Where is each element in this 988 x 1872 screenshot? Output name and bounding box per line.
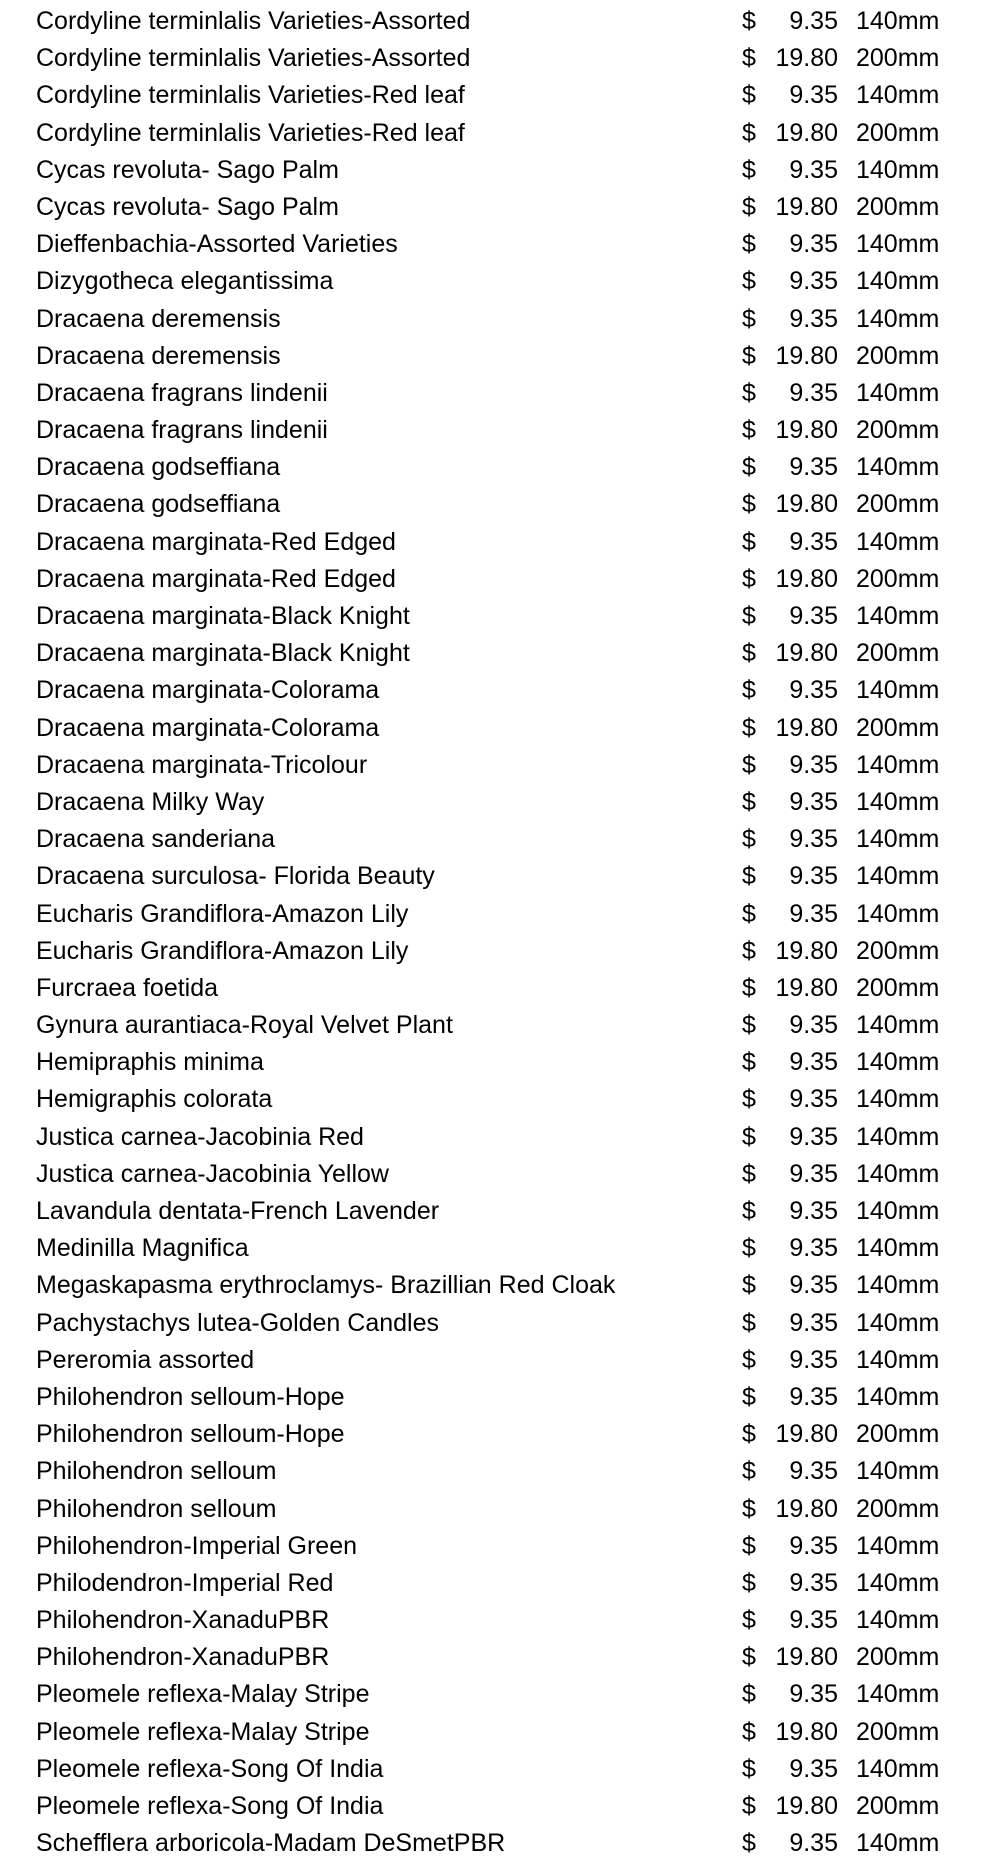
price-value: 9.35 [789, 862, 838, 891]
list-item [0, 561, 988, 598]
currency-symbol: $ [742, 416, 756, 445]
list-item [0, 375, 988, 412]
list-item [0, 858, 988, 895]
pot-size: 200mm [856, 639, 940, 668]
price-value: 19.80 [775, 44, 838, 73]
price-value: 19.80 [775, 973, 838, 1002]
list-item [0, 1788, 988, 1825]
pot-size: 140mm [856, 1048, 940, 1077]
price-value: 19.80 [775, 713, 838, 742]
plant-name: Megaskapasma erythroclamys- Brazillian Red Cloak [36, 1271, 616, 1300]
list-item [0, 1267, 988, 1304]
list-item [0, 784, 988, 821]
price-value: 9.35 [789, 1680, 838, 1709]
pot-size: 200mm [856, 936, 940, 965]
currency-symbol: $ [742, 1197, 756, 1225]
pot-size: 200mm [856, 713, 940, 742]
list-item [0, 189, 988, 226]
list-item [0, 1751, 988, 1788]
currency-symbol: $ [742, 750, 756, 779]
list-item [0, 672, 988, 709]
plant-name: Philohendron-XanaduPBR [36, 1606, 330, 1635]
pot-size: 200mm [856, 1643, 940, 1672]
pot-size: 200mm [856, 1717, 940, 1746]
pot-size: 140mm [856, 676, 940, 705]
plant-name: Pleomele reflexa-Malay Stripe [36, 1680, 370, 1709]
price-value: 9.35 [789, 1754, 838, 1783]
pot-size: 140mm [856, 1457, 940, 1486]
price-value: 9.35 [789, 81, 838, 110]
list-item [0, 1825, 988, 1862]
plant-name: Dracaena fragrans lindenii [36, 378, 328, 407]
plant-name: Dizygotheca elegantissima [36, 267, 334, 296]
pot-size: 140mm [856, 378, 940, 407]
currency-symbol: $ [742, 1568, 756, 1597]
currency-symbol: $ [742, 676, 756, 705]
pot-size: 200mm [856, 1494, 940, 1523]
pot-size: 140mm [856, 453, 940, 482]
price-value: 9.35 [789, 527, 838, 556]
currency-symbol: $ [742, 490, 756, 519]
list-item [0, 412, 988, 449]
price-value: 9.35 [789, 230, 838, 259]
price-value: 19.80 [775, 1643, 838, 1672]
pot-size: 140mm [856, 304, 940, 333]
price-value: 9.35 [789, 676, 838, 705]
list-item [0, 301, 988, 338]
list-item [0, 1230, 988, 1267]
plant-name: Hemipraphis minima [36, 1048, 264, 1077]
list-item [0, 263, 988, 300]
list-item [0, 338, 988, 375]
currency-symbol: $ [742, 787, 756, 816]
currency-symbol: $ [742, 1754, 756, 1783]
list-item [0, 1565, 988, 1602]
plant-name: Dracaena marginata-Colorama [36, 676, 380, 705]
currency-symbol: $ [742, 378, 756, 407]
currency-symbol: $ [742, 192, 756, 221]
list-item [0, 77, 988, 114]
pot-size: 140mm [856, 750, 940, 779]
plant-name: Pleomele reflexa-Malay Stripe [36, 1717, 370, 1746]
pot-size: 140mm [856, 1606, 940, 1635]
currency-symbol: $ [742, 118, 756, 147]
price-value: 9.35 [789, 1829, 838, 1858]
currency-symbol: $ [742, 527, 756, 556]
plant-name: Dracaena Milky Way [36, 787, 265, 816]
price-value: 9.35 [789, 1308, 838, 1337]
list-item [0, 449, 988, 486]
currency-symbol: $ [742, 1457, 756, 1486]
price-value: 9.35 [789, 453, 838, 482]
currency-symbol: $ [742, 1345, 756, 1374]
list-item [0, 747, 988, 784]
price-value: 9.35 [789, 787, 838, 816]
price-value: 9.35 [789, 1197, 838, 1225]
plant-name: Philohendron selloum [36, 1494, 277, 1523]
pot-size: 140mm [856, 1011, 940, 1040]
price-value: 19.80 [775, 564, 838, 593]
pot-size: 140mm [856, 1271, 940, 1300]
plant-name: Dracaena sanderiana [36, 825, 276, 854]
pot-size: 140mm [856, 787, 940, 816]
currency-symbol: $ [742, 1271, 756, 1300]
list-item [0, 3, 988, 40]
currency-symbol: $ [742, 1717, 756, 1746]
price-value: 9.35 [789, 899, 838, 928]
price-value: 9.35 [789, 602, 838, 630]
pot-size: 200mm [856, 1792, 940, 1820]
plant-name: Dracaena fragrans lindenii [36, 416, 328, 445]
pot-size: 140mm [856, 899, 940, 928]
pot-size: 200mm [856, 192, 940, 221]
currency-symbol: $ [742, 1234, 756, 1263]
plant-name: Dracaena surculosa- Florida Beauty [36, 862, 435, 891]
price-value: 19.80 [775, 341, 838, 370]
plant-name: Philodendron-Imperial Red [36, 1568, 334, 1597]
pot-size: 140mm [856, 1308, 940, 1337]
plant-name: Dracaena marginata-Tricolour [36, 750, 368, 779]
list-item [0, 896, 988, 933]
plant-name: Dracaena marginata-Colorama [36, 713, 380, 742]
currency-symbol: $ [742, 1011, 756, 1040]
pot-size: 140mm [856, 267, 940, 296]
pot-size: 200mm [856, 44, 940, 73]
list-item [0, 486, 988, 523]
list-item [0, 710, 988, 747]
pot-size: 140mm [856, 230, 940, 259]
list-item [0, 40, 988, 77]
list-item [0, 1639, 988, 1676]
price-value: 19.80 [775, 1792, 838, 1820]
plant-name: Philohendron-Imperial Green [36, 1531, 358, 1560]
plant-name: Dieffenbachia-Assorted Varieties [36, 230, 398, 259]
list-item [0, 1156, 988, 1193]
plant-name: Dracaena marginata-Black Knight [36, 639, 410, 668]
price-list [0, 3, 988, 1862]
currency-symbol: $ [742, 1643, 756, 1672]
plant-name: Dracaena godseffiana [36, 490, 281, 519]
pot-size: 140mm [856, 155, 940, 184]
currency-symbol: $ [742, 1606, 756, 1635]
price-value: 9.35 [789, 378, 838, 407]
price-value: 9.35 [789, 155, 838, 184]
currency-symbol: $ [742, 825, 756, 854]
pot-size: 200mm [856, 341, 940, 370]
currency-symbol: $ [742, 1048, 756, 1077]
list-item [0, 1342, 988, 1379]
pot-size: 140mm [856, 7, 940, 35]
plant-name: Cordyline terminlalis Varieties-Red leaf [36, 118, 465, 147]
price-value: 9.35 [789, 1606, 838, 1635]
price-value: 9.35 [789, 1011, 838, 1040]
list-item [0, 1379, 988, 1416]
list-item [0, 1453, 988, 1490]
price-value: 9.35 [789, 7, 838, 35]
plant-name: Furcraea foetida [36, 973, 219, 1002]
plant-name: Dracaena marginata-Red Edged [36, 527, 396, 556]
currency-symbol: $ [742, 639, 756, 668]
list-item [0, 970, 988, 1007]
currency-symbol: $ [742, 973, 756, 1002]
currency-symbol: $ [742, 936, 756, 965]
plant-name: Eucharis Grandiflora-Amazon Lily [36, 899, 409, 928]
price-value: 9.35 [789, 1085, 838, 1114]
pot-size: 200mm [856, 118, 940, 147]
currency-symbol: $ [742, 1382, 756, 1411]
currency-symbol: $ [742, 1085, 756, 1114]
price-value: 19.80 [775, 1494, 838, 1523]
currency-symbol: $ [742, 1159, 756, 1188]
currency-symbol: $ [742, 155, 756, 184]
currency-symbol: $ [742, 453, 756, 482]
currency-symbol: $ [742, 713, 756, 742]
pot-size: 140mm [856, 1754, 940, 1783]
price-value: 9.35 [789, 1159, 838, 1188]
list-item [0, 1416, 988, 1453]
price-value: 19.80 [775, 1717, 838, 1746]
list-item [0, 1676, 988, 1713]
price-value: 9.35 [789, 1568, 838, 1597]
plant-name: Pleomele reflexa-Song Of India [36, 1792, 384, 1820]
list-item [0, 598, 988, 635]
pot-size: 140mm [856, 862, 940, 891]
plant-name: Cordyline terminlalis Varieties-Assorted [36, 44, 471, 73]
pot-size: 140mm [856, 1122, 940, 1151]
pot-size: 200mm [856, 1420, 940, 1449]
currency-symbol: $ [742, 1308, 756, 1337]
list-item [0, 1119, 988, 1156]
pot-size: 200mm [856, 416, 940, 445]
currency-symbol: $ [742, 1680, 756, 1709]
currency-symbol: $ [742, 230, 756, 259]
list-item [0, 1528, 988, 1565]
plant-name: Dracaena marginata-Red Edged [36, 564, 396, 593]
pot-size: 140mm [856, 825, 940, 854]
pot-size: 140mm [856, 1680, 940, 1709]
list-item [0, 1714, 988, 1751]
pot-size: 140mm [856, 1568, 940, 1597]
currency-symbol: $ [742, 1122, 756, 1151]
plant-name: Pachystachys lutea-Golden Candles [36, 1308, 440, 1337]
plant-name: Philohendron selloum-Hope [36, 1420, 345, 1449]
pot-size: 140mm [856, 1159, 940, 1188]
price-value: 9.35 [789, 1048, 838, 1077]
pot-size: 140mm [856, 602, 940, 630]
currency-symbol: $ [742, 564, 756, 593]
currency-symbol: $ [742, 602, 756, 630]
plant-name: Schefflera arboricola-Madam DeSmetPBR [36, 1829, 506, 1858]
price-value: 9.35 [789, 825, 838, 854]
price-value: 9.35 [789, 1531, 838, 1560]
list-item [0, 226, 988, 263]
pot-size: 140mm [856, 1085, 940, 1114]
price-value: 19.80 [775, 118, 838, 147]
price-value: 19.80 [775, 1420, 838, 1449]
price-value: 9.35 [789, 1345, 838, 1374]
price-value: 19.80 [775, 639, 838, 668]
price-value: 19.80 [775, 490, 838, 519]
list-item [0, 1491, 988, 1528]
currency-symbol: $ [742, 304, 756, 333]
list-item [0, 1044, 988, 1081]
price-value: 19.80 [775, 936, 838, 965]
currency-symbol: $ [742, 1829, 756, 1858]
plant-name: Dracaena deremensis [36, 304, 281, 333]
currency-symbol: $ [742, 267, 756, 296]
plant-name: Cordyline terminlalis Varieties-Red leaf [36, 81, 465, 110]
price-value: 9.35 [789, 1234, 838, 1263]
plant-name: Justica carnea-Jacobinia Red [36, 1122, 364, 1151]
price-value: 9.35 [789, 1122, 838, 1151]
plant-name: Philohendron-XanaduPBR [36, 1643, 330, 1672]
currency-symbol: $ [742, 1494, 756, 1523]
plant-name: Pereromia assorted [36, 1345, 255, 1374]
list-item [0, 1081, 988, 1118]
pot-size: 140mm [856, 1531, 940, 1560]
pot-size: 140mm [856, 1234, 940, 1263]
list-item [0, 1007, 988, 1044]
plant-name: Cordyline terminlalis Varieties-Assorted [36, 7, 471, 35]
list-item [0, 1193, 988, 1230]
pot-size: 140mm [856, 1829, 940, 1858]
plant-name: Philohendron selloum [36, 1457, 277, 1486]
plant-name: Lavandula dentata-French Lavender [36, 1197, 440, 1225]
list-item [0, 1602, 988, 1639]
plant-name: Pleomele reflexa-Song Of India [36, 1754, 384, 1783]
currency-symbol: $ [742, 1420, 756, 1449]
list-item [0, 1305, 988, 1342]
currency-symbol: $ [742, 44, 756, 73]
pot-size: 140mm [856, 1382, 940, 1411]
pot-size: 200mm [856, 564, 940, 593]
plant-name: Medinilla Magnifica [36, 1234, 249, 1263]
plant-name: Cycas revoluta- Sago Palm [36, 192, 339, 221]
plant-name: Gynura aurantiaca-Royal Velvet Plant [36, 1011, 453, 1040]
pot-size: 140mm [856, 1197, 940, 1225]
list-item [0, 152, 988, 189]
price-value: 9.35 [789, 1271, 838, 1300]
plant-name: Hemigraphis colorata [36, 1085, 273, 1114]
list-item [0, 524, 988, 561]
currency-symbol: $ [742, 1531, 756, 1560]
plant-name: Dracaena godseffiana [36, 453, 281, 482]
plant-name: Cycas revoluta- Sago Palm [36, 155, 339, 184]
list-item [0, 821, 988, 858]
plant-name: Philohendron selloum-Hope [36, 1382, 345, 1411]
pot-size: 140mm [856, 81, 940, 110]
plant-name: Eucharis Grandiflora-Amazon Lily [36, 936, 409, 965]
list-item [0, 115, 988, 152]
price-value: 19.80 [775, 192, 838, 221]
plant-name: Dracaena deremensis [36, 341, 281, 370]
price-value: 9.35 [789, 304, 838, 333]
list-item [0, 933, 988, 970]
price-value: 9.35 [789, 1382, 838, 1411]
plant-name: Dracaena marginata-Black Knight [36, 602, 410, 630]
currency-symbol: $ [742, 1792, 756, 1820]
pot-size: 200mm [856, 973, 940, 1002]
currency-symbol: $ [742, 81, 756, 110]
price-value: 9.35 [789, 750, 838, 779]
currency-symbol: $ [742, 7, 756, 35]
pot-size: 200mm [856, 490, 940, 519]
currency-symbol: $ [742, 341, 756, 370]
plant-name: Justica carnea-Jacobinia Yellow [36, 1159, 389, 1188]
price-value: 9.35 [789, 267, 838, 296]
pot-size: 140mm [856, 527, 940, 556]
price-value: 9.35 [789, 1457, 838, 1486]
list-item [0, 635, 988, 672]
currency-symbol: $ [742, 899, 756, 928]
pot-size: 140mm [856, 1345, 940, 1374]
price-value: 19.80 [775, 416, 838, 445]
currency-symbol: $ [742, 862, 756, 891]
